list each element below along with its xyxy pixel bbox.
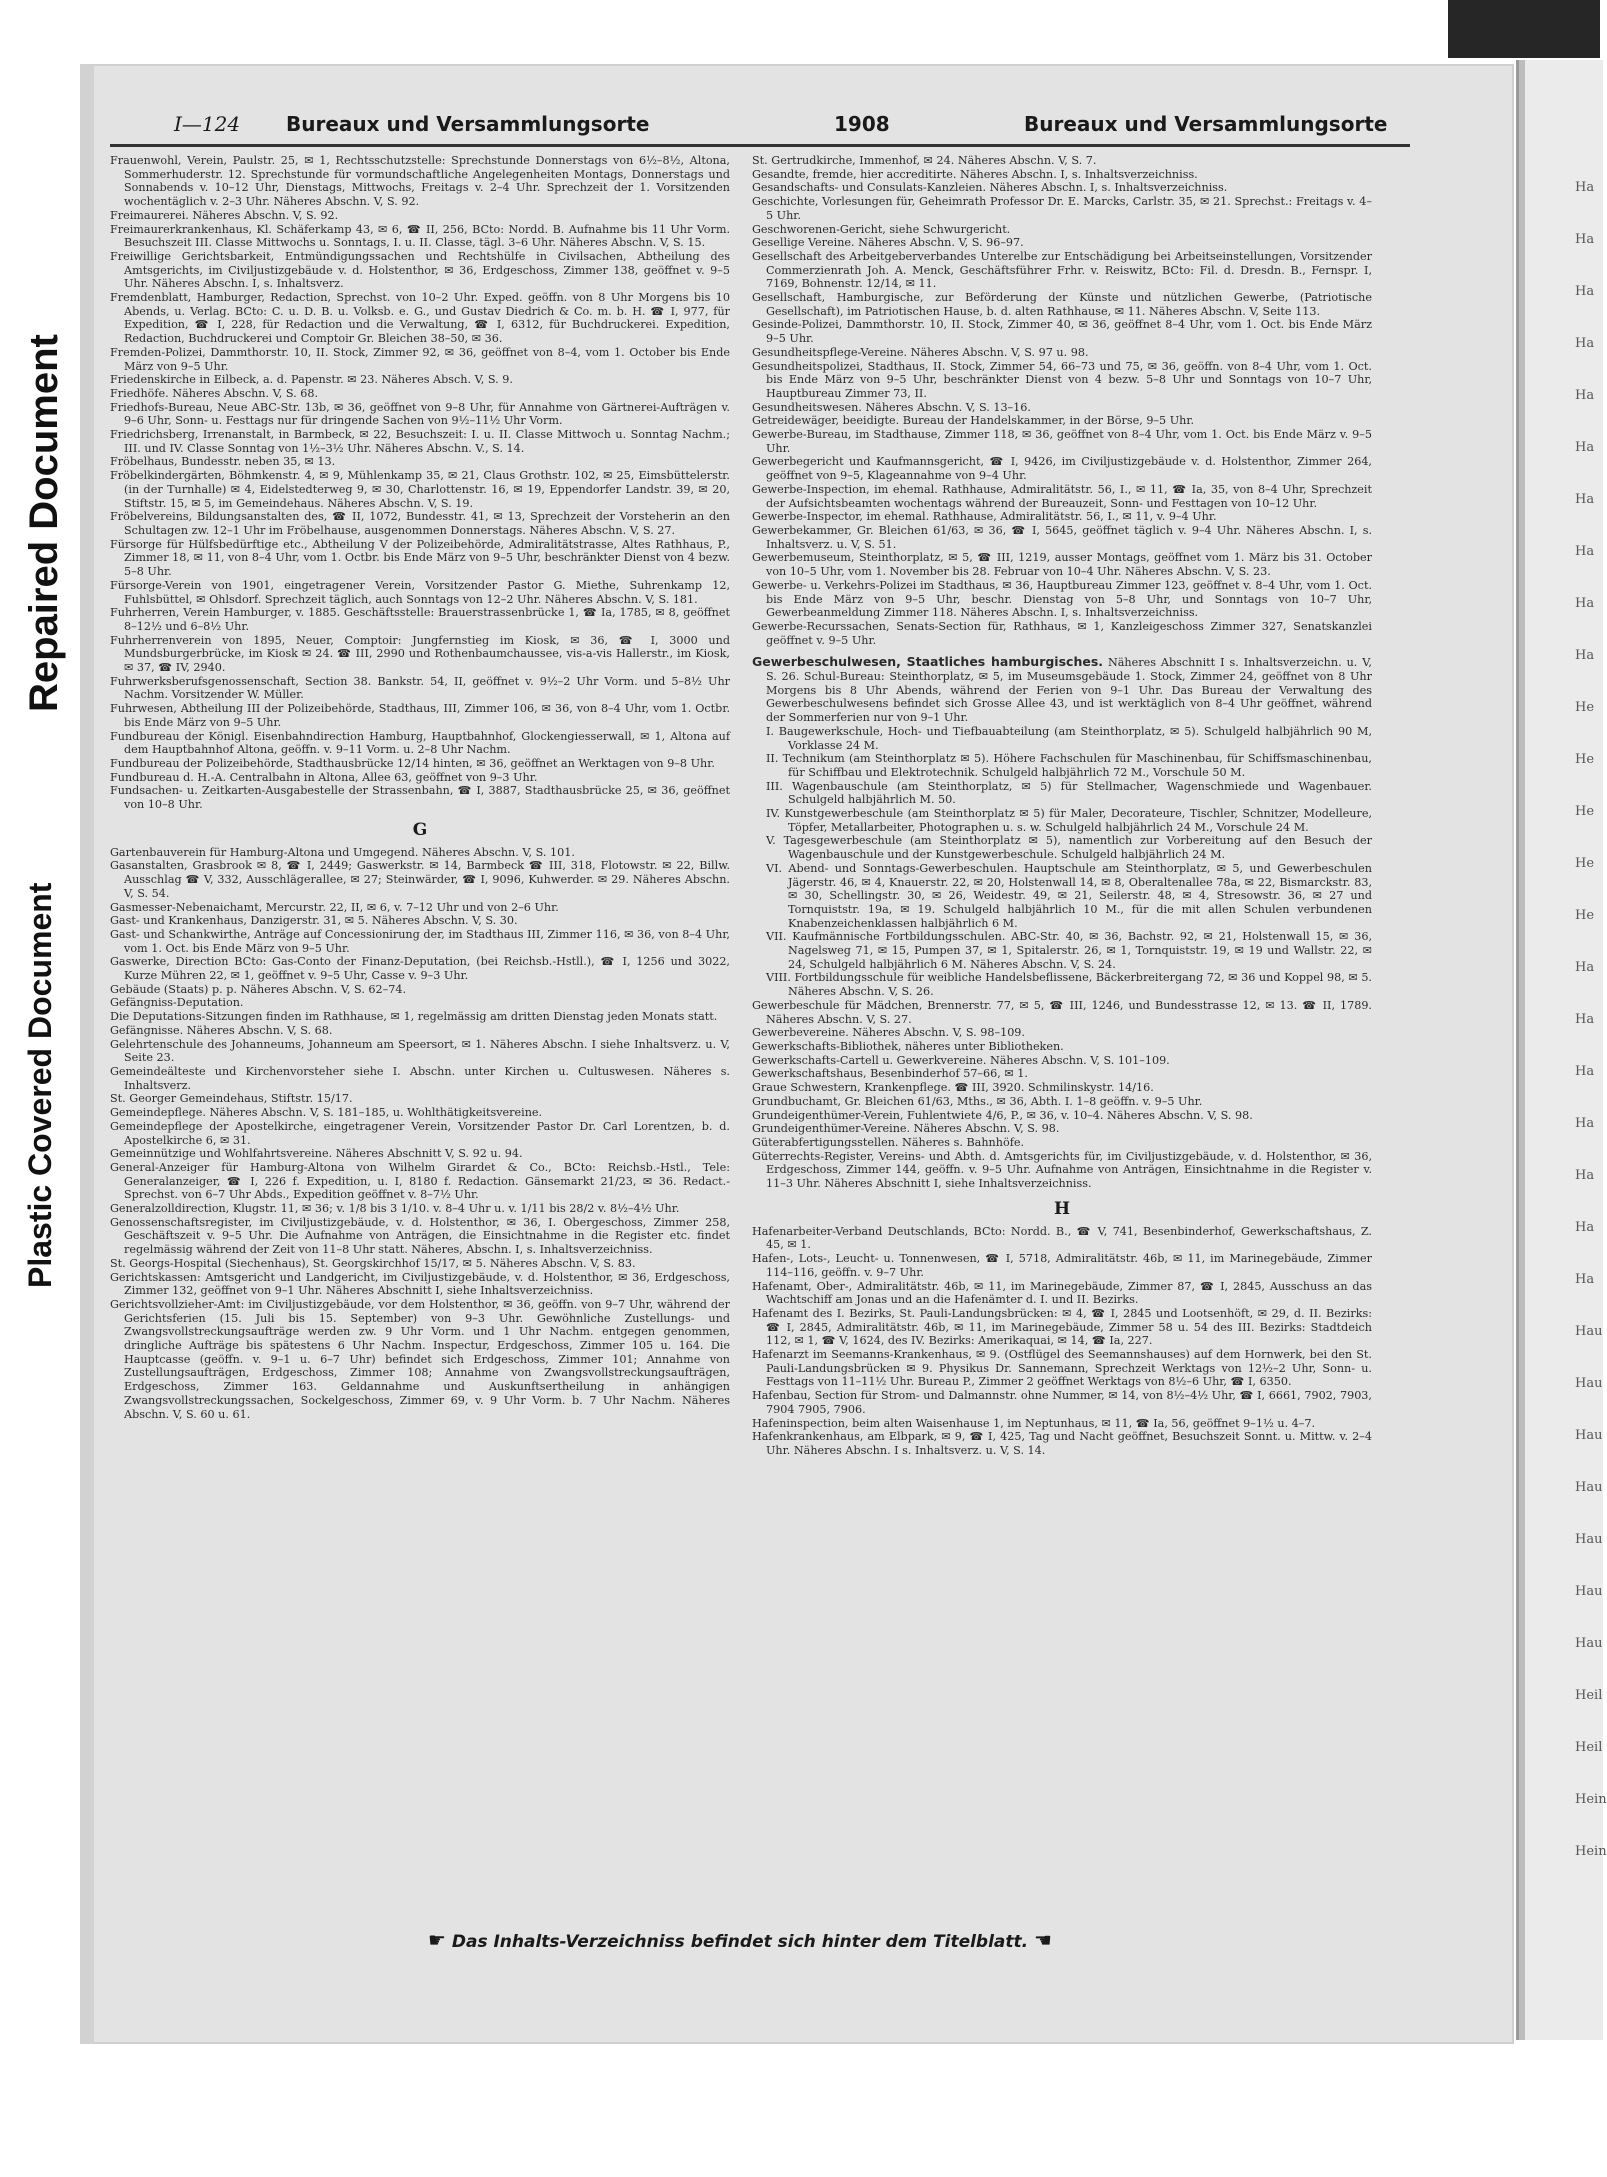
directory-entry: Freimaurerkrankenhaus, Kl. Schäferkamp 43, ✉ 6, ☎ II, 256, BCto: Nordd. B. Aufnahme bis 11 Uhr Vorm. Besuchszeit III. Classe Mittwochs u. Sonntags, I. u. II. Classe, tägl. 3–6 Uhr. Näheres Abschn. V, S. 15. — [110, 222, 730, 250]
directory-entry: Graue Schwestern, Krankenpflege. ☎ III, 3920. Schmilinskystr. 14/16. — [752, 1081, 1154, 1095]
directory-entry: Genossenschaftsregister, im Civiljustizgebäude, v. d. Holstenthor, ✉ 36, I. Obergeschoss, Zimmer 258, Geschäftszeit v. 9–5 Uhr. Die Aufnahme von Anträgen, die Einsichtnahme in die Register etc. findet regelmässig während der Zeit von 11–8 Uhr statt. Näheres, Abschn. I, s. Inhaltsverzeichniss. — [110, 1215, 730, 1257]
bottom-margin — [0, 2044, 1600, 2177]
adjacent-page-fragment: Heil — [1575, 1688, 1603, 1703]
directory-entry: Fuhrwesen, Abtheilung III der Polizeibehörde, Stadthaus, III, Zimmer 106, ✉ 36, von 8–4 Uhr, vom 1. Octbr. bis Ende März von 9–5 Uhr. — [110, 702, 730, 729]
directory-entry: Fuhrherren, Verein Hamburger, v. 1885. Geschäftsstelle: Brauerstrassenbrücke 1, ☎ Ia, 1785, ✉ 8, geöffnet 8–12½ und 6–8½ Uhr. — [110, 606, 730, 633]
directory-entry: Gewerbevereine. Näheres Abschn. V, S. 98–109. — [752, 1026, 1025, 1040]
school-entry: VI. Abend- und Sonntags-Gewerbeschulen. Hauptschule am Steinthorplatz, ✉ 5, und Gewerbeschulen Jägerstr. 46, ✉ 4, Knauerstr. 22, ✉ 20, Holstenwall 14, ✉ 8, Oberaltenallee 78a, ✉ 22, Bismarckstr. 83, ✉ 30, Schellingstr. 30, ✉ 26, Weidestr. 49, ✉ 21, Seilerstr. 48, ✉ 4, Stresowstr. 36, ✉ 27 und Tornquiststr. 19a, ✉ 19. Schulgeld halbjährlich 10 M., für die mit allen Schulen verbundenen Knabenzeichenklassen halbjährlich 6 M. — [766, 861, 1372, 930]
directory-entry: Fundbureau der Königl. Eisenbahndirection Hamburg, Hauptbahnhof, Glockengiesserwall, ✉ 1, Altona auf dem Hauptbahnhof Altona, geöffn. v. 9–11 Vorm. u. 2–8 Uhr Nachm. — [110, 729, 730, 757]
adjacent-page-fragment: Ha — [1575, 1012, 1595, 1027]
directory-entry: Gesandschafts- und Consulats-Kanzleien. Näheres Abschn. I, s. Inhaltsverzeichniss. — [752, 181, 1228, 195]
adjacent-page-fragment: Ha — [1575, 1168, 1595, 1183]
directory-entry: Fuhrwerksberufsgenossenschaft, Section 38. Bankstr. 54, II, geöffnet v. 9½–2 Uhr Vorm. und 5–8½ Uhr Nachm. Vorsitzender W. Müller. — [110, 674, 730, 702]
directory-entry: Geschworenen-Gericht, siehe Schwurgericht. — [752, 222, 1011, 236]
adjacent-page-fragment: Ha — [1575, 1064, 1595, 1079]
directory-entry: Grundeigenthümer-Vereine. Näheres Abschn. V, S. 98. — [752, 1122, 1060, 1136]
directory-entry: St. Georgs-Hospital (Siechenhaus), St. Georgskirchhof 15/17, ✉ 5. Näheres Abschn. V, S. 83. — [110, 1256, 636, 1270]
adjacent-page-fragment: Ha — [1575, 648, 1595, 663]
directory-entry: Gewerbe-Inspection, im ehemal. Rathhause, Admiralitätstr. 56, I., ✉ 11, ☎ Ia, 35, von 8–4 Uhr, Sprechzeit der Aufsichtsbeamten wochentags während der Bureauzeit, Sonn- und Festtagen von 10–12 Uhr. — [752, 482, 1372, 510]
directory-entry: Gesellige Vereine. Näheres Abschn. V, S. 96–97. — [752, 236, 1024, 250]
header-year: 1908 — [834, 112, 890, 136]
directory-entry: Hafenamt, Ober-, Admiralitätstr. 46b, ✉ 11, im Marinegebäude, Zimmer 87, ☎ I, 2845, Ausschuss an das Wachtschiff am Jonas und an die Hafenämter d. I. und II. Bezirks. — [752, 1279, 1372, 1307]
left-column — [110, 154, 730, 1421]
plastic-covered-label: Plastic Covered Document — [22, 882, 58, 1288]
adjacent-page-fragment: Ha — [1575, 388, 1595, 403]
footer-note — [428, 1928, 1052, 1952]
directory-entry: Güterrechts-Register, Vereins- und Abth. d. Amtsgerichts für, im Civiljustizgebäude, v. d. Holstenthor, ✉ 36, Erdgeschoss, Zimmer 144, geöffn. v. 9–5 Uhr. Aufnahme von Anträgen, Einsichtnahme in die Register v. 11–3 Uhr. Näheres Abschnitt I, siehe Inhaltsverzeichniss. — [752, 1149, 1372, 1191]
directory-entry: Gefängniss-Deputation. — [110, 996, 244, 1010]
school-entry: VIII. Fortbildungsschule für weibliche Handelsbeflissene, Bäckerbreitergang 72, ✉ 36 und Koppel 98, ✉ 5. Näheres Abschn. V, S. 26. — [766, 971, 1372, 999]
directory-entry: Fürsorge für Hülfsbedürftige etc., Abtheilung V der Polizeibehörde, Admiralitätstrasse, Altes Rathhaus, P., Zimmer 18, ✉ 11, von 8–4 Uhr, vom 1. Octbr. bis Ende März von 9–5 Uhr, beschränkter Dienst von 4 bezw. 5–8 Uhr. — [110, 537, 730, 579]
directory-entry: Fundbureau der Polizeibehörde, Stadthausbrücke 12/14 hinten, ✉ 36, geöffnet an Werktagen von 9–8 Uhr. — [110, 756, 715, 770]
adjacent-page-fragment: Hein — [1575, 1792, 1607, 1807]
directory-entry: Hafenarbeiter-Verband Deutschlands, BCto: Nordd. B., ☎ V, 741, Besenbinderhof, Gewerkschaftshaus, Z. 45, ✉ 1. — [752, 1224, 1372, 1252]
adjacent-page-fragment: Ha — [1575, 596, 1595, 611]
directory-entry: Freiwillige Gerichtsbarkeit, Entmündigungssachen und Rechtshülfe in Civilsachen, Abtheilung des Amtsgerichts, im Civiljustizgebäude v. d. Holstenthor, ✉ 36, Erdgeschoss, Zimmer 138, geöffnet v. 9–5 Uhr. Näheres Abschn. I, s. Inhaltsverz. — [110, 249, 730, 291]
gewerbeschul-entry — [752, 655, 1372, 725]
directory-entry: Die Deputations-Sitzungen finden im Rathhause, ✉ 1, regelmässig am dritten Dienstag jeden Monats statt. — [110, 1010, 718, 1024]
adjacent-page-fragment: Hau — [1575, 1636, 1603, 1651]
directory-entry: Fremdenblatt, Hamburger, Redaction, Sprechst. von 10–2 Uhr. Exped. geöffn. von 8 Uhr Morgens bis 10 Abends, u. Verlag. BCto: C. u. D. B. u. Volksb. e. G., und Gustav Diedrich & Co. m. b. H. ☎ I, 977, für Expedition, ☎ I, 228, für Redaction und die Verwaltung, ☎ I, 6312, für Buchdruckerei. Expedition, Redaction, Buchdruckerei und Comptoir Gr. Bleichen 38–50, ✉ 36. — [110, 291, 730, 346]
directory-entry: Gast- und Krankenhaus, Danzigerstr. 31, ✉ 5. Näheres Abschn. V, S. 30. — [110, 914, 518, 928]
directory-entry: Gemeindepflege der Apostelkirche, eingetragener Verein, Vorsitzender Pastor Dr. Carl Lorentzen, b. d. Apostelkirche 6, ✉ 31. — [110, 1119, 730, 1147]
footer-text: Das Inhalts-Verzeichniss befindet sich hinter dem Titelblatt. — [451, 1932, 1029, 1952]
directory-entry: St. Gertrudkirche, Immenhof, ✉ 24. Näheres Abschn. V, S. 7. — [752, 154, 1097, 167]
page-number: I—124 — [174, 112, 241, 136]
adjacent-page-fragment: Hau — [1575, 1584, 1603, 1599]
adjacent-page-edge — [1519, 60, 1525, 2040]
directory-entry: Gelehrtenschule des Johanneums, Johanneum am Speersort, ✉ 1. Näheres Abschn. I siehe Inhaltsverz. u. V, Seite 23. — [110, 1037, 730, 1065]
directory-entry: Gesundheitswesen. Näheres Abschn. V, S. 13–16. — [752, 400, 1031, 414]
directory-entry: Gasmesser-Nebenaichamt, Mercurstr. 22, II, ✉ 6, v. 7–12 Uhr und von 2–6 Uhr. — [110, 900, 559, 914]
directory-entry: Getreidewäger, beeidigte. Bureau der Handelskammer, in der Börse, 9–5 Uhr. — [752, 414, 1195, 428]
scanned-page — [80, 64, 1514, 2044]
repaired-document-label: Repaired Document — [22, 334, 66, 712]
directory-entry: Gewerkschaftshaus, Besenbinderhof 57–66, ✉ 1. — [752, 1067, 1028, 1081]
school-entry: VII. Kaufmännische Fortbildungsschulen. ABC-Str. 40, ✉ 36, Bachstr. 92, ✉ 21, Holstenwall 15, ✉ 36, Nagelsweg 71, ✉ 15, Pumpen 37, ✉ 1, Spitalerstr. 26, ✉ 1, Tornquiststr. 19, ✉ 19 und Wallstr. 22, ✉ 24, Schulgeld halbjährlich 6 M. Näheres Abschn. V, S. 24. — [766, 930, 1372, 971]
directory-entry: Freimaurerei. Näheres Abschn. V, S. 92. — [110, 208, 339, 222]
directory-entry: Gewerbekammer, Gr. Bleichen 61/63, ✉ 36, ☎ I, 5645, geöffnet täglich v. 9–4 Uhr. Näheres Abschn. I, s. Inhaltsverz. u. V, S. 51. — [752, 523, 1372, 551]
adjacent-page-fragment: Hau — [1575, 1376, 1603, 1391]
adjacent-page-fragment: Ha — [1575, 544, 1595, 559]
header-rule — [110, 144, 1410, 147]
directory-entry: Hafenbau, Section für Strom- und Dalmannstr. ohne Nummer, ✉ 14, von 8½–4½ Uhr, ☎ I, 6661, 7902, 7903, 7904 7905, 7906. — [752, 1389, 1372, 1416]
adjacent-page-fragment: Ha — [1575, 492, 1595, 507]
right-column — [752, 154, 1372, 1458]
page-spine — [80, 64, 94, 2044]
school-entry: II. Technikum (am Steinthorplatz ✉ 5). Höhere Fachschulen für Maschinenbau, für Schiffsmaschinenbau, für Schiffbau und Elektrotechnik. Schulgeld halbjährlich 72 M., Vorschule 50 M. — [766, 752, 1372, 779]
adjacent-page-fragment: Hau — [1575, 1480, 1603, 1495]
directory-entry: Gewerbeschule für Mädchen, Brennerstr. 77, ✉ 5, ☎ III, 1246, und Bundesstrasse 12, ✉ 13. ☎ II, 1789. Näheres Abschn. V, S. 27. — [752, 998, 1372, 1026]
directory-entry: Gewerbe-Bureau, im Stadthause, Zimmer 118, ✉ 36, geöffnet von 8–4 Uhr, vom 1. Oct. bis Ende März v. 9–5 Uhr. — [752, 428, 1372, 455]
directory-entry: Gesinde-Polizei, Dammthorstr. 10, II. Stock, Zimmer 40, ✉ 36, geöffnet 8–4 Uhr, vom 1. Oct. bis Ende März 9–5 Uhr. — [752, 318, 1372, 346]
adjacent-page-fragment: Hau — [1575, 1428, 1603, 1443]
directory-entry: Gemeinnützige und Wohlfahrtsvereine. Näheres Abschnitt V, S. 92 u. 94. — [110, 1147, 523, 1161]
directory-entry: Gaswerke, Direction BCto: Gas-Conto der Finanz-Deputation, (bei Reichsb.-Hstll.), ☎ I, 1256 und 3022, Kurze Mühren 22, ✉ 1, geöffnet v. 9–5 Uhr, Casse v. 9–3 Uhr. — [110, 955, 730, 983]
directory-entry: Gewerbegericht und Kaufmannsgericht, ☎ I, 9426, im Civiljustizgebäude v. d. Holstenthor, Zimmer 264, geöffnet von 9–5, Klageannahme von 9–4 Uhr. — [752, 455, 1372, 483]
school-entry: I. Baugewerkschule, Hoch- und Tiefbauabteilung (am Steinthorplatz, ✉ 5). Schulgeld halbjährlich 90 M, Vorklasse 24 M. — [766, 724, 1372, 752]
adjacent-page-fragment: He — [1575, 804, 1595, 819]
directory-entry: Gewerbemuseum, Steinthorplatz, ✉ 5, ☎ III, 1219, ausser Montags, geöffnet vom 1. März bis 31. October von 10–5 Uhr, vom 1. November bis 28. Februar von 10–4 Uhr. Näheres Abschn. V, S. 23. — [752, 551, 1372, 579]
directory-entry: Gewerkschafts-Cartell u. Gewerkvereine. Näheres Abschn. V, S. 101–109. — [752, 1053, 1170, 1067]
directory-entry: Gast- und Schankwirthe, Anträge auf Concessionirung der, im Stadthaus III, Zimmer 116, ✉ 36, von 8–4 Uhr, vom 1. Oct. bis Ende März von 9–5 Uhr. — [110, 927, 730, 955]
adjacent-page-fragment: He — [1575, 908, 1595, 923]
directory-entry: Hafenkrankenhaus, am Elbpark, ✉ 9, ☎ I, 425, Tag und Nacht geöffnet, Besuchszeit Sonnt. u. Mittw. v. 2–4 Uhr. Näheres Abschn. I s. Inhaltsverz. u. V, S. 14. — [752, 1430, 1372, 1457]
gewerbeschul-heading: Gewerbeschulwesen, Staatliches hamburgisches. — [752, 654, 1104, 670]
directory-entry: Gartenbauverein für Hamburg-Altona und Umgegend. Näheres Abschn. V, S. 101. — [110, 845, 575, 859]
adjacent-page-fragment: Ha — [1575, 232, 1595, 247]
adjacent-page-fragment: He — [1575, 856, 1595, 871]
school-entry: IV. Kunstgewerbeschule (am Steinthorplatz ✉ 5) für Maler, Decorateure, Tischler, Schnitzer, Modelleure, Töpfer, Metallarbeiter, Photographen u. s. w. Schulgeld halbjährlich 24 M., Vorschule 24 M. — [766, 807, 1372, 834]
pointing-hand-left-icon: ☛ — [428, 1928, 446, 1952]
directory-entry: Generalzolldirection, Klugstr. 11, ✉ 36; v. 1/8 bis 3 1/10. v. 8–4 Uhr u. v. 1/11 bis 28/2 v. 8½–4½ Uhr. — [110, 1202, 680, 1216]
directory-entry: Gesundheitspflege-Vereine. Näheres Abschn. V, S. 97 u. 98. — [752, 345, 1089, 359]
directory-entry: Fröbelhaus, Bundesstr. neben 35, ✉ 13. — [110, 455, 336, 469]
directory-entry: Gewerbe-Inspector, im ehemal. Rathhause, Admiralitätstr. 56, I., ✉ 11, v. 9–4 Uhr. — [752, 510, 1217, 524]
directory-entry: Friedhofs-Bureau, Neue ABC-Str. 13b, ✉ 36, geöffnet von 9–8 Uhr, für Annahme von Gärtnerei-Aufträgen v. 9–6 Uhr, Sonn- u. Festtags nur für dringende Sachen von 9½–11½ Uhr Vorm. — [110, 400, 730, 428]
directory-entry: Gesandte, fremde, hier accreditirte. Näheres Abschn. I, s. Inhaltsverzeichniss. — [752, 167, 1198, 181]
directory-entry: Gesellschaft des Arbeitgeberverbandes Unterelbe zur Entschädigung bei Arbeitseinstellungen, Vorsitzender Commerzienrath Joh. A. Menck, Geschäftsführer Frhr. v. Reiswitz, BCto: Fil. d. Dresdn. B., Fernspr. I, 7169, Bohnenstr. 12/14, ✉ 11. — [752, 249, 1372, 291]
school-entry: V. Tagesgewerbeschule (am Steinthorplatz ✉ 5), namentlich zur Vorbereitung auf den Besuch der Wagenbauschule und der Kunstgewerbeschule. Schulgeld halbjährlich 24 M. — [766, 834, 1372, 862]
top-band — [0, 0, 1600, 52]
adjacent-page-strip — [1516, 60, 1607, 2040]
adjacent-page-fragment: Ha — [1575, 180, 1595, 195]
adjacent-page-fragment: Ha — [1575, 1272, 1595, 1287]
directory-entry: Hafenarzt im Seemanns-Krankenhaus, ✉ 9. (Ostflügel des Seemannshauses) auf dem Hornwerk, bei den St. Pauli-Landungsbrücken ✉ 9. Physikus Dr. Sannemann, Sprechzeit Werktags von 12½–2 Uhr, Sonn- u. Festtags von 11–11½ Uhr. Bureau P., Zimmer 2 geöffnet Werktags von 8½–6 Uhr, ☎ I, 6350. — [752, 1348, 1372, 1389]
directory-entry: General-Anzeiger für Hamburg-Altona von Wilhelm Girardet & Co., BCto: Reichsb.-Hstl., Tele: Generalanzeiger, ☎ I, 226 f. Expedition, u. I, 8180 f. Redaction. Gänsemarkt 21/23, ✉ 36. Redact.-Sprechst. von 6–7 Uhr Abds., Expedition geöffnet v. 8–7½ Uhr. — [110, 1160, 730, 1202]
adjacent-page-fragment: Ha — [1575, 336, 1595, 351]
directory-entry: Fundsachen- u. Zeitkarten-Ausgabestelle der Strassenbahn, ☎ I, 3887, Stadthausbrücke 25, ✉ 36, geöffnet von 10–8 Uhr. — [110, 784, 730, 812]
directory-entry: Fremden-Polizei, Dammthorstr. 10, II. Stock, Zimmer 92, ✉ 36, geöffnet von 8–4, vom 1. October bis Ende März von 9–5 Uhr. — [110, 345, 730, 373]
directory-entry: Gebäude (Staats) p. p. Näheres Abschn. V, S. 62–74. — [110, 982, 407, 996]
directory-entry: Fuhrherrenverein von 1895, Neuer, Comptoir: Jungfernstieg im Kiosk, ✉ 36, ☎ I, 3000 und Mundsburgerbrücke, im Kiosk ✉ 24. ☎ III, 2990 und Rothenbaumchaussee, vis-a-vis Hallerstr., im Kiosk, ✉ 37, ☎ IV, 2940. — [110, 633, 730, 675]
adjacent-page-fragment: Ha — [1575, 284, 1595, 299]
section-letter-h: H — [1053, 1198, 1071, 1219]
directory-entry: Geschichte, Vorlesungen für, Geheimrath Professor Dr. E. Marcks, Carlstr. 35, ✉ 21. Sprechst.: Freitags v. 4–5 Uhr. — [752, 195, 1372, 222]
header-right-title: Bureaux und Versammlungsorte — [1024, 112, 1388, 136]
directory-entry: Gerichtsvollzieher-Amt: im Civiljustizgebäude, vor dem Holstenthor, ✉ 36, geöffn. von 9–7 Uhr, während der Gerichtsferien (15. Juli bis 15. September) von 9–3 Uhr. Gewöhnliche Zustellungs- und Zwangsvollstreckungsaufträge werden zw. 9 Uhr Vorm. und 1 Uhr Nachm. entgegen genommen, dringliche Aufträge bis spätestens 6 Uhr Nachm. Inspectur, Erdgeschoss, Zimmer 105 u. 164. Die Hauptcasse (geöffn. v. 9–1 u. 6–7 Uhr) befindet sich Erdgeschoss, Zimmer 101; Annahme von Zustellungsaufträgen, Erdgeschoss, Zimmer 108; Annahme von Zwangsvollstreckungsaufträgen, Erdgeschoss, Zimmer 163. Geldannahme und Auskunftsertheilung in anhängigen Zwangsvollstreckungssachen, Sockelgeschoss, Zimmer 69, v. 9 Uhr Vorm. b. 7 Uhr Nachm. Näheres Abschn. V, S. 60 u. 61. — [110, 1297, 730, 1421]
adjacent-page-fragment: He — [1575, 752, 1595, 767]
adjacent-page-fragment: Hau — [1575, 1324, 1603, 1339]
directory-entry: Gemeindeälteste und Kirchenvorsteher siehe I. Abschn. unter Kirchen u. Cultuswesen. Näheres s. Inhaltsverz. — [110, 1065, 730, 1092]
directory-entry: Friedhöfe. Näheres Abschn. V, S. 68. — [110, 386, 319, 400]
directory-entry: Grundeigenthümer-Verein, Fuhlentwiete 4/6, P., ✉ 36, v. 10–4. Näheres Abschn. V, S. 98. — [752, 1108, 1253, 1122]
directory-entry: Hafenamt des I. Bezirks, St. Pauli-Landungsbrücken: ✉ 4, ☎ I, 2845 und Lootsenhöft, ✉ 29, d. II. Bezirks: ☎ I, 2845, Admiralitätstr. 46b, ✉ 11, im Marinegebäude, Zimmer 58 u. 54 des III. Bezirks: Stadtdeich 112, ✉ 1, ☎ V, 1624, des IV. Bezirks: Amerikaquai, ✉ 14, ☎ Ia, 227. — [752, 1306, 1372, 1348]
directory-entry: Gerichtskassen: Amtsgericht und Landgericht, im Civiljustizgebäude, v. d. Holstenthor, ✉ 36, Erdgeschoss, Zimmer 132, geöffnet von 9–1 Uhr. Näheres Abschnitt I, siehe Inhaltsverzeichniss. — [110, 1270, 730, 1298]
adjacent-page-fragment: Heil — [1575, 1740, 1603, 1755]
dark-corner — [1448, 0, 1600, 58]
directory-entry: Gewerkschafts-Bibliothek, näheres unter Bibliotheken. — [752, 1040, 1064, 1053]
adjacent-page-fragment: Ha — [1575, 1116, 1595, 1131]
directory-entry: St. Georger Gemeindehaus, Stiftstr. 15/17. — [110, 1092, 353, 1106]
directory-entry: Fundbureau d. H.-A. Centralbahn in Altona, Allee 63, geöffnet von 9–3 Uhr. — [110, 770, 538, 784]
directory-entry: Gemeindepflege. Näheres Abschn. V, S. 181–185, u. Wohlthätigkeitsvereine. — [110, 1106, 543, 1120]
section-letter-g: G — [412, 819, 428, 840]
directory-entry: Friedrichsberg, Irrenanstalt, in Barmbeck, ✉ 22, Besuchszeit: I. u. II. Classe Mittwoch u. Sonntag Nachm.; III. und IV. Classe Sonntag von 1½–3½ Uhr. Näheres Abschn. V., S. 14. — [110, 428, 730, 455]
directory-entry: Gewerbe-Recurssachen, Senats-Section für, Rathhaus, ✉ 1, Kanzleigeschoss Zimmer 327, Senatskanzlei geöffnet v. 9–5 Uhr. — [752, 619, 1372, 647]
adjacent-page-fragment: Ha — [1575, 440, 1595, 455]
gewerbeschul-text: Näheres Abschnitt I s. Inhaltsverzeichn. u. V, S. 26. Schul-Bureau: Steinthorplatz, ✉ 5, im Museumsgebäude 1. Stock, Zimmer 24, geöffnet von 8 Uhr Morgens bis 8 Uhr Abends, während der Ferien von 9–1 Uhr. Das Bureau der Verwaltung des Gewerbeschulwesens befindet sich Grosse Allee 43, und ist werktäglich von 8–4 Uhr geöffnet, während der Sommerferien nur von 9–1 Uhr. — [766, 656, 1372, 725]
directory-entry: Gasanstalten, Grasbrook ✉ 8, ☎ I, 2449; Gaswerkstr. ✉ 14, Barmbeck ☎ III, 318, Flotowstr. ✉ 22, Billw. Ausschlag ☎ V, 332, Ausschlägerallee, ✉ 27; Steinwärder, ☎ I, 9096, Kuhwerder. ✉ 29. Näheres Abschn. V, S. 54. — [110, 859, 730, 900]
directory-entry: Gesellschaft, Hamburgische, zur Beförderung der Künste und nützlichen Gewerbe, (Patriotische Gesellschaft), im Patriotischen Hause, b. d. alten Rathhause, ✉ 11. Näheres Abschn. V, Seite 113. — [752, 291, 1372, 318]
pointing-hand-right-icon: ☚ — [1034, 1928, 1052, 1952]
directory-entry: Gefängnisse. Näheres Abschn. V, S. 68. — [110, 1023, 333, 1037]
adjacent-page-fragment: Hein — [1575, 1844, 1607, 1859]
directory-entry: Fröbelkindergärten, Böhmkenstr. 4, ✉ 9, Mühlenkamp 35, ✉ 21, Claus Grothstr. 102, ✉ 25, Eimsbüttelerstr. (in der Turnhalle) ✉ 4, Eidelstedterweg 9, ✉ 30, Charlottenstr. 16, ✉ 19, Eppendorfer Landstr. 39, ✉ 20, Stiftstr. 15, ✉ 5, im Gemeindehaus. Näheres Abschn. V, S. 19. — [110, 469, 730, 510]
directory-entry: Fürsorge-Verein von 1901, eingetragener Verein, Vorsitzender Pastor G. Miethe, Suhrenkamp 12, Fuhlsbüttel, ✉ Ohlsdorf. Sprechzeit täglich, auch Sonntags von 12–2 Uhr. Näheres Abschn. V, S. 181. — [110, 578, 730, 606]
header-left-title: Bureaux und Versammlungsorte — [286, 112, 650, 136]
school-entry: III. Wagenbauschule (am Steinthorplatz, ✉ 5) für Stellmacher, Wagenschmiede und Wagenbauer. Schulgeld halbjährlich M. 50. — [766, 779, 1372, 807]
directory-entry: Grundbuchamt, Gr. Bleichen 61/63, Mths., ✉ 36, Abth. I. 1–8 geöffn. v. 9–5 Uhr. — [752, 1094, 1203, 1108]
adjacent-page-fragment: Hau — [1575, 1532, 1603, 1547]
directory-entry: Gesundheitspolizei, Stadthaus, II. Stock, Zimmer 54, 66–73 und 75, ✉ 36, geöffn. von 8–4 Uhr, vom 1. Oct. bis Ende März von 9–5 Uhr, beschränkter Dienst von 4 bezw. 5–8 Uhr und Sonntags von 10–7 Uhr, Hauptbureau Zimmer 73, II. — [752, 359, 1372, 400]
directory-entry: Gewerbe- u. Verkehrs-Polizei im Stadthaus, ✉ 36, Hauptbureau Zimmer 123, geöffnet v. 8–4 Uhr, vom 1. Oct. bis Ende März von 9–5 Uhr, beschr. Dienstag von 5–8 Uhr, und Sonntags von 10–7 Uhr, Gewerbeanmeldung Zimmer 118. Näheres Abschn. I, s. Inhaltsverzeichniss. — [752, 578, 1372, 620]
directory-entry: Fröbelvereins, Bildungsanstalten des, ☎ II, 1072, Bundesstr. 41, ✉ 13, Sprechzeit der Vorsteherin an den Schultagen zw. 12–1 Uhr im Fröbelhause, ausgenommen Donnerstags. Näheres Abschn. V, S. 27. — [110, 510, 730, 537]
page-header — [174, 112, 1494, 140]
directory-entry: Güterabfertigungsstellen. Näheres s. Bahnhöfe. — [752, 1135, 1025, 1149]
directory-entry: Hafeninspection, beim alten Waisenhause 1, im Neptunhaus, ✉ 11, ☎ Ia, 56, geöffnet 9–1½ u. 4–7. — [752, 1416, 1316, 1430]
adjacent-page-fragment: Ha — [1575, 960, 1595, 975]
directory-entry: Frauenwohl, Verein, Paulstr. 25, ✉ 1, Rechtsschutzstelle: Sprechstunde Donnerstags von 6½–8½, Altona, Sommerhuderstr. 12. Sprechstunde für vormundschaftliche Angelegenheiten Montags, Donnerstags und Sonnabends v. 10–12 Uhr, Dienstags, Mittwochs, Freitags v. 2–4 Uhr. Sprechzeit der 1. Vorsitzenden wochentäglich v. 2–3 Uhr. Näheres Abschn. V, S. 92. — [110, 154, 730, 209]
directory-entry: Friedenskirche in Eilbeck, a. d. Papenstr. ✉ 23. Näheres Absch. V, S. 9. — [110, 373, 513, 387]
directory-entry: Hafen-, Lots-, Leucht- u. Tonnenwesen, ☎ I, 5718, Admiralitätstr. 46b, ✉ 11, im Marinegebäude, Zimmer 114–116, geöffn. v. 9–7 Uhr. — [752, 1252, 1372, 1279]
adjacent-page-fragment: He — [1575, 700, 1595, 715]
adjacent-page-fragment: Ha — [1575, 1220, 1595, 1235]
